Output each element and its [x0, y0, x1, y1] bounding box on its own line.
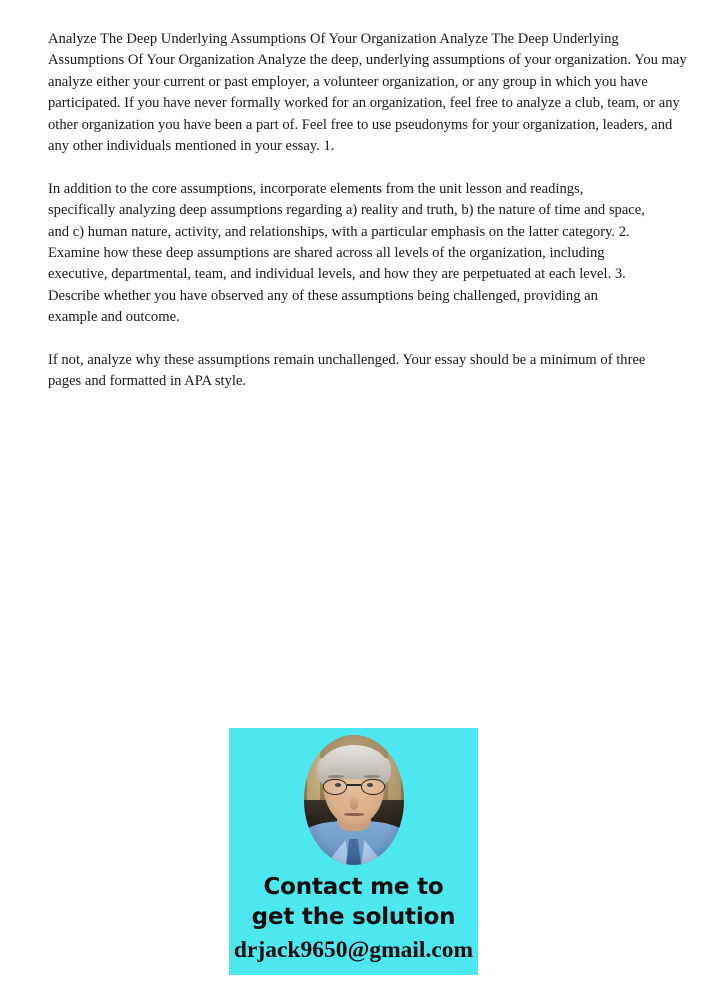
document-text-body: [48, 29, 690, 393]
photo-vignette: [304, 735, 404, 865]
paragraph-1: Analyze The Deep Underlying Assumptions Of Your Organization Analyze The Deep Underlying Assumptions Of Your Organization Analyze the deep, underlying assumptions of your organization. You may analyze either your current or past employer, a volunteer organization, or any group in which you have participated. If you have never formally worked for an organization, feel free to analyze a club, team, or any other organization you have been a part of. Feel free to use pseudonyms for your organization, leaders, and any other individuals mentioned in your essay. 1.: [48, 31, 687, 155]
paragraph-3: If not, analyze why these assumptions remain unchallenged. Your essay should be a minimum of three pages and formatted in APA style.: [48, 352, 646, 390]
banner-headline-line-2: get the solution: [251, 904, 456, 930]
avatar: [304, 735, 404, 865]
contact-banner: [229, 728, 478, 975]
contact-email[interactable]: drjack9650@gmail.com: [233, 937, 474, 963]
banner-headline-line-1: Contact me to: [263, 874, 444, 900]
paragraph-2: In addition to the core assumptions, incorporate elements from the unit lesson and readings, specifically analyzing deep assumptions regarding a) reality and truth, b) the nature of time and space, and c) human nature, activity, and relationships, with a particular emphasis on the latter category. 2. Examine how these deep assumptions are shared across all levels of the organization, including executive, departmental, team, and individual levels, and how they are perpetuated at each level. 3. Describe whether you have observed any of these assumptions being challenged, providing an example and outcome.: [48, 180, 645, 326]
